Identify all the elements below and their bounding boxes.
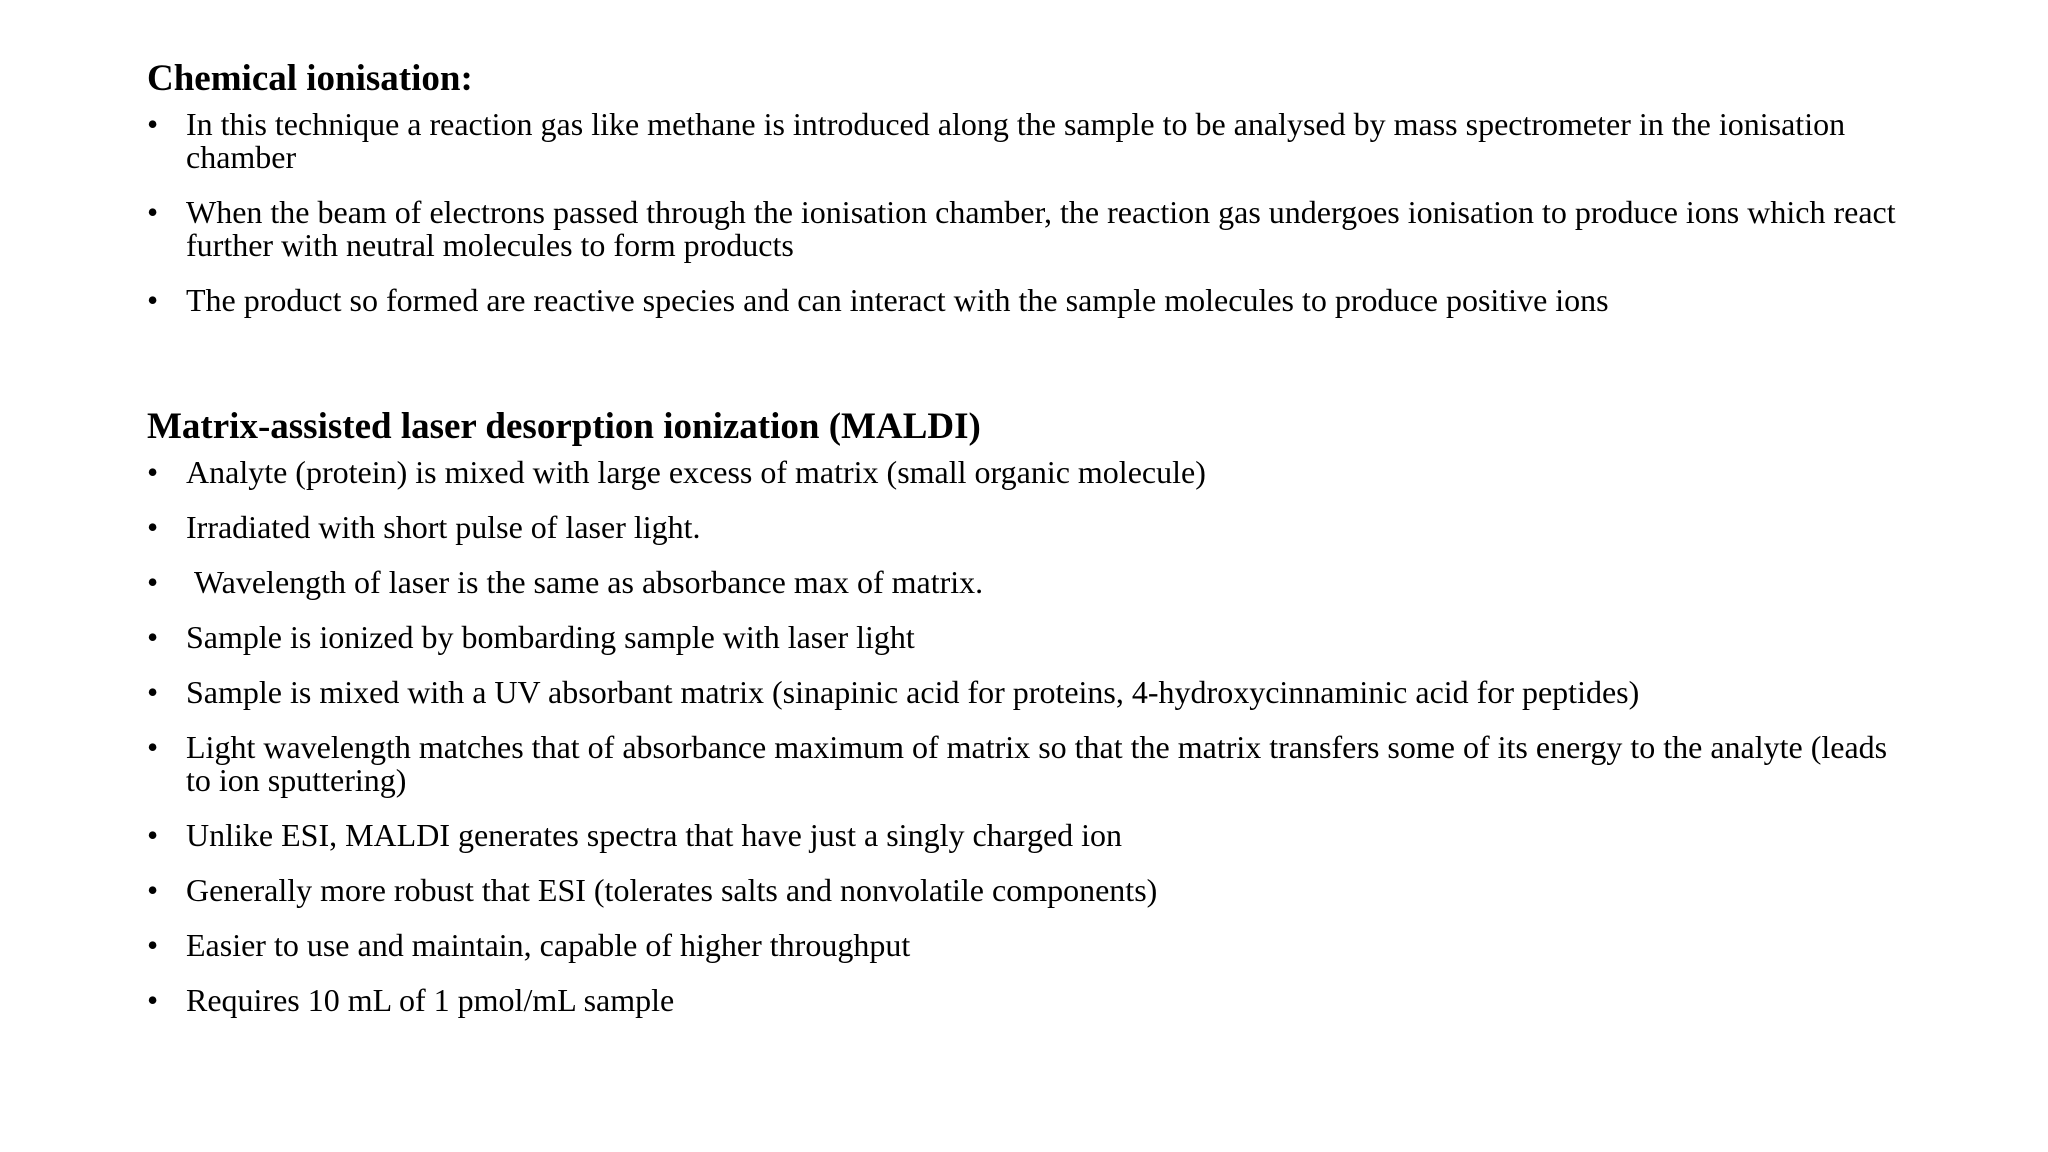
bullet-item bbox=[147, 819, 1907, 852]
bullet-dot-icon: • bbox=[147, 564, 159, 600]
bullet-list bbox=[147, 456, 1907, 1017]
bullet-dot-icon: • bbox=[147, 817, 159, 853]
bullet-text: Sample is ionized by bombarding sample with laser light bbox=[186, 619, 915, 655]
maldi-section bbox=[147, 403, 1907, 1039]
bullet-item bbox=[147, 456, 1907, 489]
bullet-item bbox=[147, 731, 1907, 797]
bullet-dot-icon: • bbox=[147, 194, 159, 230]
bullet-item bbox=[147, 511, 1907, 544]
bullet-dot-icon: • bbox=[147, 674, 159, 710]
bullet-text: Unlike ESI, MALDI generates spectra that have just a singly charged ion bbox=[186, 817, 1123, 853]
bullet-text: Requires 10 mL of 1 pmol/mL sample bbox=[186, 982, 675, 1018]
bullet-item bbox=[147, 566, 1907, 599]
bullet-list bbox=[147, 108, 1907, 317]
bullet-text: Generally more robust that ESI (tolerates salts and nonvolatile components) bbox=[186, 872, 1158, 908]
bullet-item bbox=[147, 621, 1907, 654]
bullet-dot-icon: • bbox=[147, 619, 159, 655]
bullet-text: Light wavelength matches that of absorbance maximum of matrix so that the matrix transfers some of its energy to the analyte (leads to ion sputtering) bbox=[186, 729, 1888, 798]
bullet-dot-icon: • bbox=[147, 282, 159, 318]
bullet-dot-icon: • bbox=[147, 106, 159, 142]
section-heading: Chemical ionisation: bbox=[147, 58, 473, 99]
bullet-dot-icon: • bbox=[147, 927, 159, 963]
bullet-dot-icon: • bbox=[147, 729, 159, 765]
bullet-text: Analyte (protein) is mixed with large excess of matrix (small organic molecule) bbox=[186, 454, 1206, 490]
bullet-dot-icon: • bbox=[147, 454, 159, 490]
bullet-item bbox=[147, 676, 1907, 709]
bullet-item bbox=[147, 984, 1907, 1017]
bullet-text: In this technique a reaction gas like methane is introduced along the sample to be analysed by mass spectrometer in the ionisation chamber bbox=[186, 106, 1846, 175]
bullet-text: Irradiated with short pulse of laser light. bbox=[186, 509, 701, 545]
bullet-text: Easier to use and maintain, capable of higher throughput bbox=[186, 927, 911, 963]
section-heading: Matrix-assisted laser desorption ionization (MALDI) bbox=[147, 406, 981, 447]
bullet-text: Wavelength of laser is the same as absorbance max of matrix. bbox=[186, 564, 984, 600]
bullet-item bbox=[147, 874, 1907, 907]
bullet-text: The product so formed are reactive species and can interact with the sample molecules to produce positive ions bbox=[186, 282, 1609, 318]
bullet-item bbox=[147, 284, 1907, 317]
bullet-item bbox=[147, 108, 1907, 174]
bullet-text: When the beam of electrons passed through the ionisation chamber, the reaction gas undergoes ionisation to produce ions which react further with neutral molecules to form products bbox=[186, 194, 1896, 263]
bullet-item bbox=[147, 929, 1907, 962]
bullet-dot-icon: • bbox=[147, 872, 159, 908]
bullet-item bbox=[147, 196, 1907, 262]
chemical-ionisation-section bbox=[147, 55, 1907, 339]
bullet-dot-icon: • bbox=[147, 509, 159, 545]
bullet-text: Sample is mixed with a UV absorbant matrix (sinapinic acid for proteins, 4-hydroxycinnaminic acid for peptides) bbox=[186, 674, 1640, 710]
bullet-dot-icon: • bbox=[147, 982, 159, 1018]
